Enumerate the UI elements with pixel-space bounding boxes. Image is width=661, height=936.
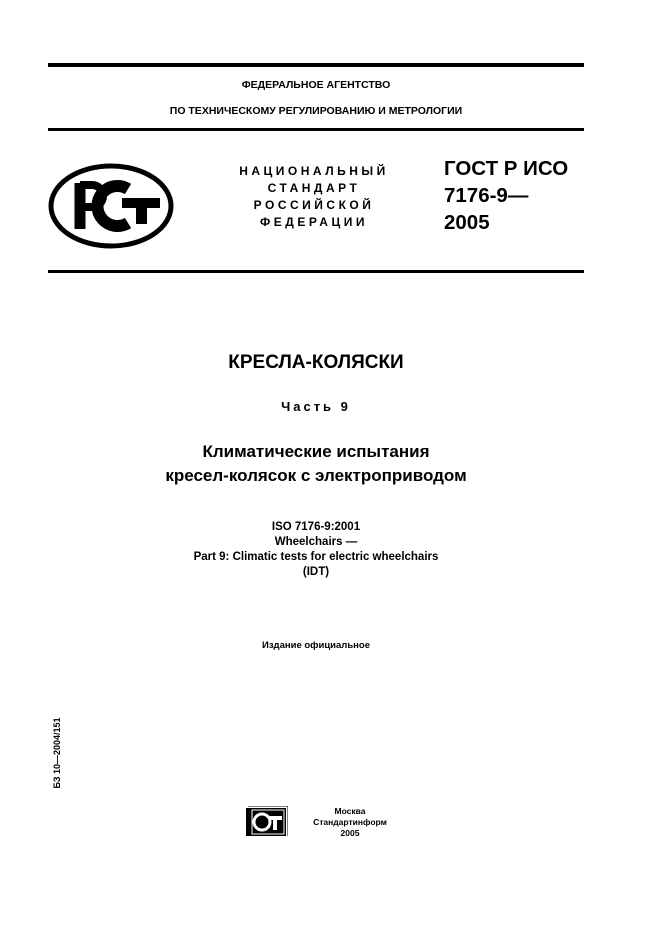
national-line-4: ФЕДЕРАЦИИ — [260, 215, 368, 229]
national-line-1: НАЦИОНАЛЬНЫЙ — [239, 164, 389, 178]
document-title: КРЕСЛА-КОЛЯСКИ — [228, 352, 404, 373]
iso-line-3: Part 9: Climatic tests for electric wheelchairs — [193, 551, 439, 563]
iso-reference — [48, 520, 584, 580]
standartinform-logo-icon — [246, 806, 288, 838]
publisher-name: Стандартинформ — [313, 817, 387, 827]
gost-designation — [444, 155, 594, 236]
national-standard-label — [214, 163, 414, 231]
iso-line-1: ISO 7176-9:2001 — [271, 521, 361, 533]
agency-line-2: ПО ТЕХНИЧЕСКОМУ РЕГУЛИРОВАНИЮ И МЕТРОЛОГИИ — [169, 105, 463, 117]
gost-line-3: 2005 — [444, 211, 490, 234]
top-rule — [48, 63, 584, 67]
publisher-year: 2005 — [340, 828, 360, 838]
iso-line-4: (IDT) — [302, 566, 330, 578]
subtitle-line-2: кресел-колясок с электроприводом — [165, 466, 467, 485]
document-part: Часть 9 — [281, 399, 351, 414]
publisher-block — [300, 806, 400, 839]
gost-line-2: 7176-9— — [444, 184, 529, 207]
agency-line-1: ФЕДЕРАЛЬНОЕ АГЕНТСТВО — [241, 79, 391, 91]
side-code: БЗ 10—2004/151 — [52, 717, 62, 789]
rst-logo-icon — [48, 163, 174, 249]
standard-rule — [48, 270, 584, 273]
national-line-2: СТАНДАРТ — [267, 181, 361, 195]
iso-line-2: Wheelchairs — — [274, 536, 358, 548]
header-rule — [48, 128, 584, 131]
edition-label: Издание официальное — [262, 640, 370, 651]
gost-line-1: ГОСТ Р ИСО — [444, 157, 569, 180]
national-line-3: РОССИЙСКОЙ — [253, 198, 375, 212]
publisher-city: Москва — [334, 806, 366, 816]
subtitle-line-1: Климатические испытания — [202, 442, 430, 461]
document-subtitle — [48, 440, 584, 488]
